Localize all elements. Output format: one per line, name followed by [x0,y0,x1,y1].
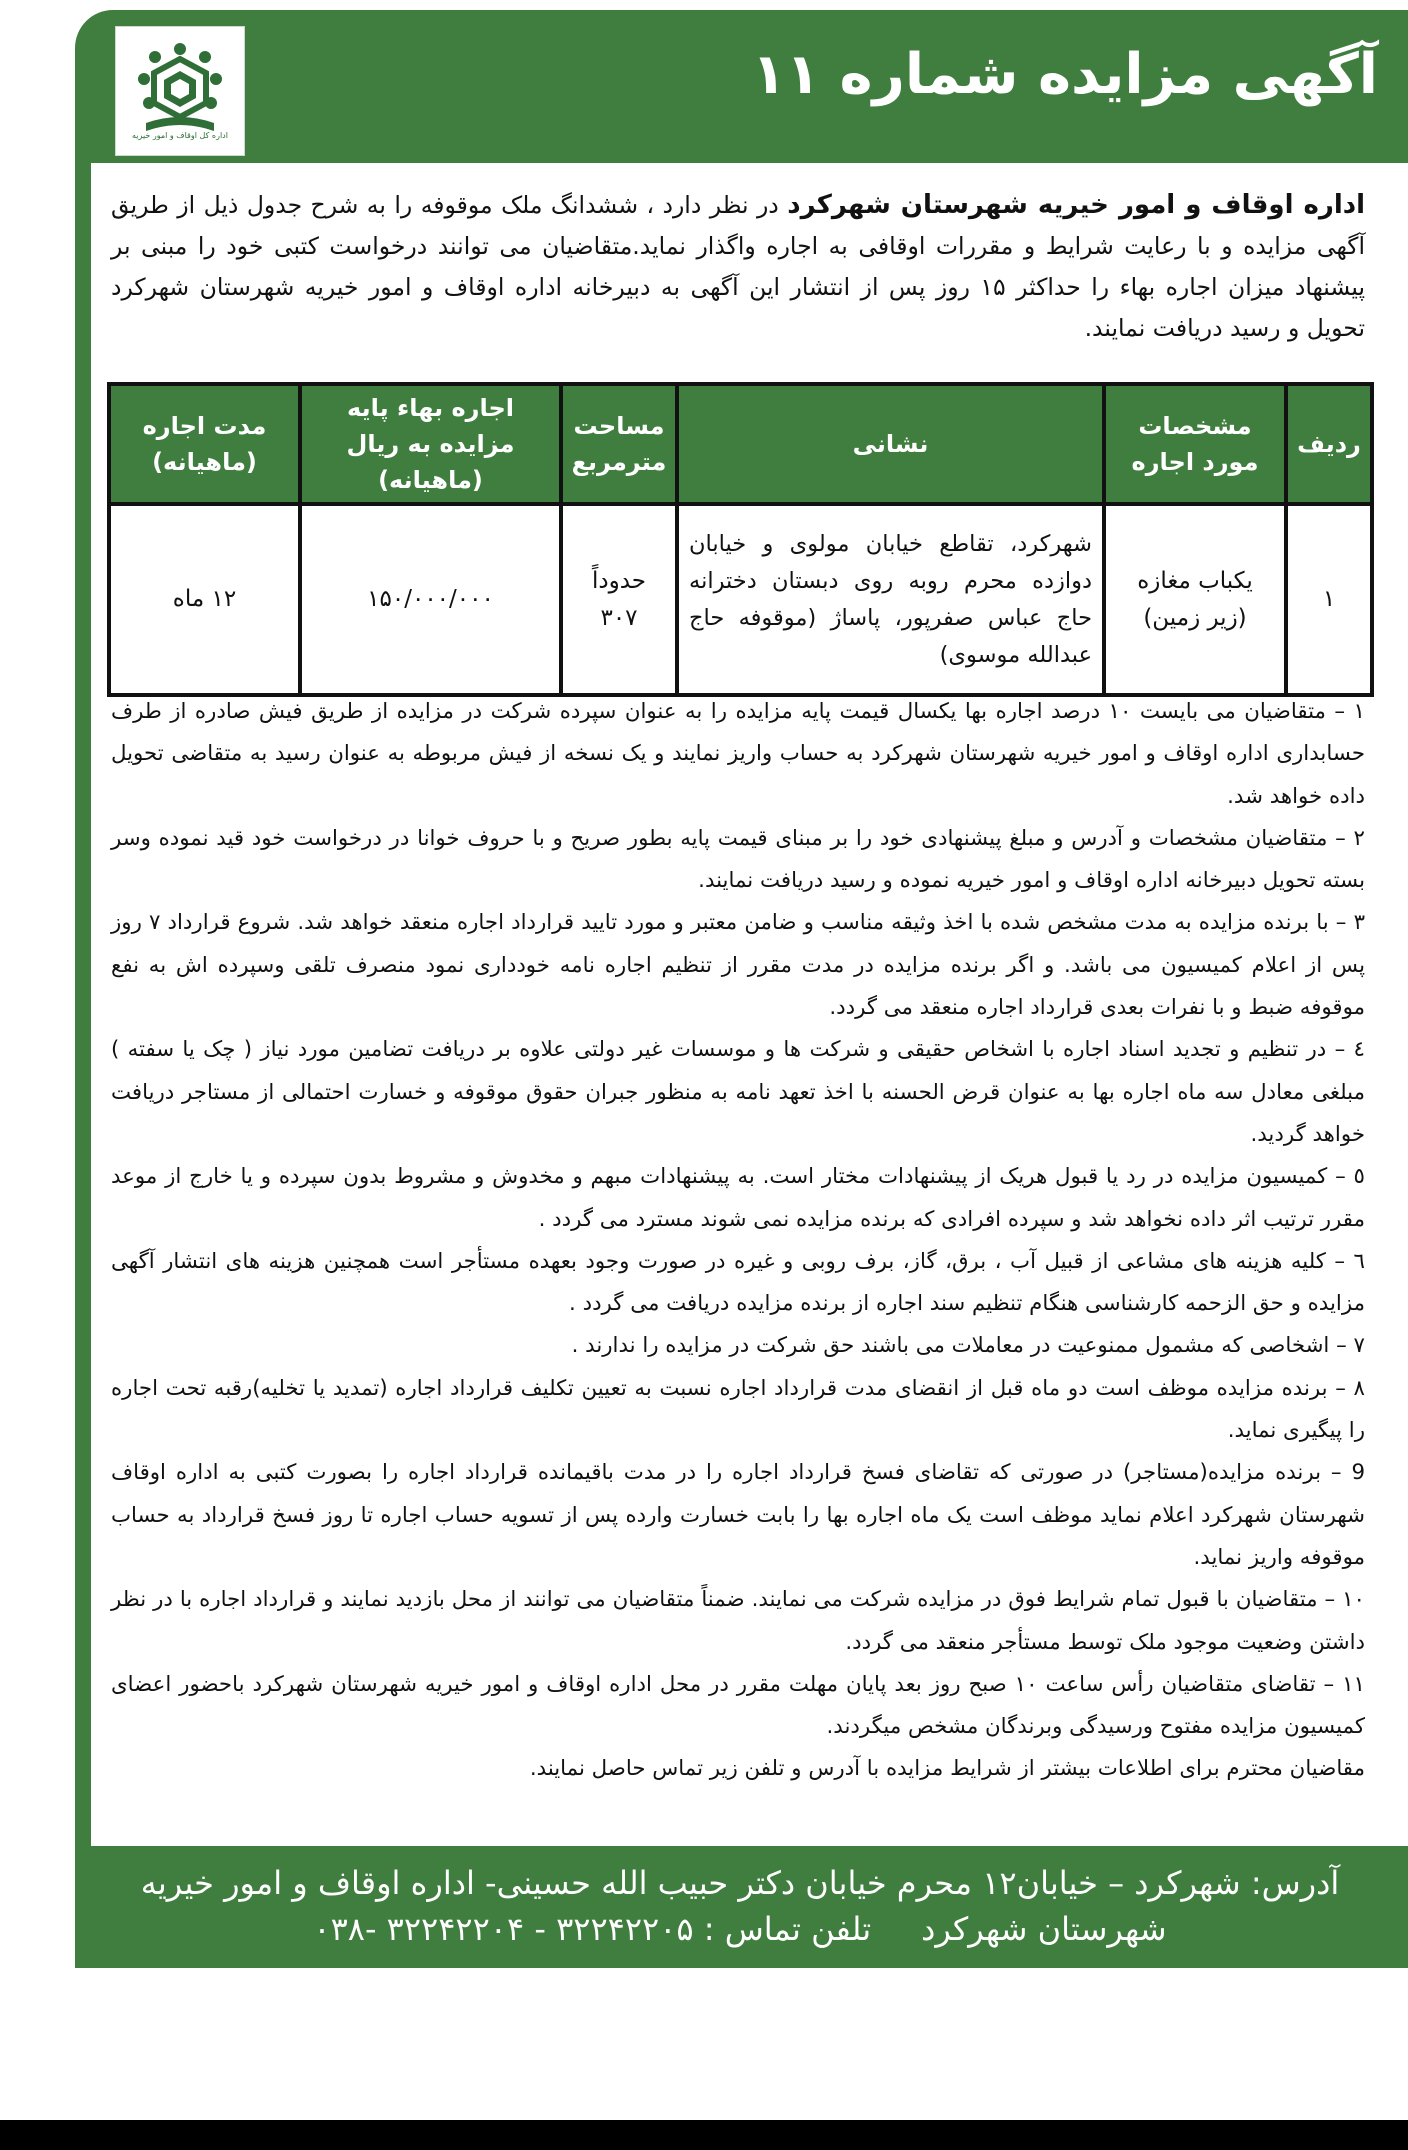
intro-text: در نظر دارد ، ششدانگ ملک موقوفه را به شرح جدول ذیل از طریق آگهی مزایده و با رعایت شرایط و مقررات اوقافی به اجاره واگذار نماید.متقاضیان می توانند درخواست کتبی خود را مبنی بر پیشنهاد میزان اجاره بهاء را حداکثر ۱۵ روز پس از انتشار این آگهی به دبیرخانه اداره اوقاف و امور خیریه شهرستان شهرکرد تحویل و رسید دریافت نمایند. [111,191,1365,342]
term-item: 9 – برنده مزایده(مستاجر) در صورتی که تقاضای فسخ قرارداد اجاره را در مدت باقیمانده قرارداد اجاره را بصورت کتبی به اداره اوقاف شهرستان شهرکرد اعلام نماید موظف است یک ماه اجاره بها را بابت خسارت وارده پس از تسویه حساب اجاره تا روز فسخ قرارداد به حساب موقوفه واریز نماید. [111,1460,1365,1570]
term-item: ۷ – اشخاصی که مشمول ممنوعیت در معاملات می باشند حق شرکت در مزایده را ندارند . [571,1333,1365,1359]
table-row [109,504,1372,695]
term-item: ٦ – کلیه هزینه های مشاعی از قبیل آب ، برق، گاز، برف روبی و غیره در صورت وجود بعهده مستأجر است همچنین هزینه های انتشار آگهی مزایده و حق الزحمه کارشناسی هنگام تنظیم سند اجاره از برنده مزایده دریافت می گردد . [111,1248,1365,1317]
header-area: مساحت مترمربع [561,384,677,504]
contact-footer [115,1860,1365,1952]
term-item: ۲ – متقاضیان مشخصات و آدرس و مبلغ پیشنهادی خود را بر مبنای قیمت پایه بطور صریح و با حروف خوانا در درخواست خود قید نموده وسر بسته تحویل دبیرخانه اداره اوقاف و امور خیریه نموده و رسید دریافت نمایند. [111,825,1365,894]
header-row-no: ردیف [1286,384,1372,504]
auction-notice [75,10,1408,1968]
term-item: ۱۰ – متقاضیان با قبول تمام شرایط فوق در مزایده شرکت می نمایند. ضمناً متقاضیان می توانند از محل بازدید نمایند و قرارداد اجاره با در نظر داشتن وضعیت موجود ملک توسط مستأجر منعقد می گردد. [111,1587,1365,1655]
bottom-black-bar [0,2120,1408,2150]
notice-title: آگهی مزایده شماره ۱۱ [751,42,1378,107]
header-address: نشانی [677,384,1104,504]
header-base-rent: اجاره بهاء پایه مزایده به ریال (ماهیانه) [300,384,561,504]
term-item: ۱ – متقاضیان می بایست ۱۰ درصد اجاره بها یکسال قیمت پایه مزایده را به عنوان سپرده شرکت در مزایده از طریق فیش صادره از طرف حسابداری اداره اوقاف و امور خیریه شهرستان شهرکرد به حساب واریز نمایند و یک نسخه از فیش مربوطه به عنوان رسید به متقاضی تحویل داده خواهد شد. [111,699,1365,809]
cell-duration: ۱۲ ماه [109,504,300,695]
endowment-logo-icon [115,26,245,156]
cell-area: حدوداً ۳۰۷ [561,504,677,695]
footer-address: آدرس: شهرکرد – خیابان۱۲ محرم خیابان دکتر حبیب الله حسینی- اداره اوقاف و امور خیریه [140,1864,1340,1902]
intro-lead: اداره اوقاف و امور خیریه شهرستان شهرکرد [787,190,1366,220]
terms-list [111,691,1365,1791]
footer-phone: تلفن تماس : ۳۲۲۴۲۲۰۵ - ۳۲۲۴۲۲۰۴ -۰۳۸ [313,1910,872,1948]
term-item: ۸ – برنده مزایده موظف است دو ماه قبل از انقضای مدت قرارداد اجاره نسبت به تعیین تکلیف قرارداد اجاره (تمدید یا تخلیه)رقبه تحت اجاره را پیگیری نماید. [111,1375,1365,1444]
term-item: ٤ – در تنظیم و تجدید اسناد اجاره با اشخاص حقیقی و شرکت ها و موسسات غیر دولتی علاوه بر دریافت تضامین مورد نیاز ( چک یا سفته ) مبلغی معادل سه ماه اجاره بها به عنوان قرض الحسنه با اخذ تعهد نامه به منظور جبران حقوق موقوفه و خسارت احتمالی از مستاجر دریافت خواهد گردید. [111,1037,1365,1147]
table-header-row [109,384,1372,504]
term-item: ٥ – کمیسیون مزایده در رد یا قبول هریک از پیشنهادات مختار است. به پیشنهادات مبهم و مخدوش و مشروط بدون سپرده و یا خارج از موعد مقرر ترتیب اثر داده نخواهد شد و سپرده افرادی که برنده مزایده نمی شوند مسترد می گردد . [111,1164,1365,1232]
cell-spec: یکباب مغازه (زیر زمین) [1104,504,1286,695]
term-item: ۱۱ – تقاضای متقاضیان رأس ساعت ۱۰ صبح روز بعد پایان مهلت مقرر در محل اداره اوقاف و امور خیریه شهرستان شهرکرد باحضور اعضای کمیسیون مزایده مفتوح ورسیدگی وبرندگان مشخص میگردند. [111,1671,1365,1740]
intro-paragraph [111,185,1365,349]
header-spec: مشخصات مورد اجاره [1104,384,1286,504]
cell-row-no: ۱ [1286,504,1372,695]
logo-caption: اداره کل اوقاف و امور خیریه [132,131,228,140]
cell-base-rent: ۱۵۰/۰۰۰/۰۰۰ [300,504,561,695]
header-duration: مدت اجاره (ماهیانه) [109,384,300,504]
notice-body [91,163,1408,1846]
property-table [107,382,1374,697]
footer-line-2 [115,1906,1365,1952]
footer-city: شهرستان شهرکرد [921,1910,1167,1948]
term-item: ۳ – با برنده مزایده به مدت مشخص شده با اخذ وثیقه مناسب و ضامن معتبر و مورد تایید قرارداد اجاره منعقد خواهد شد. شروع قرارداد ۷ روز پس از اعلام کمیسیون می باشد. و اگر برنده مزایده در مدت مقرر از تنظیم اجاره نامه خودداری نمود منصرف تلقی وسپرده اش به نفع موقوفه ضبط و با نفرات بعدی قرارداد اجاره منعقد می گردد. [111,910,1366,1021]
closing-note: مقاضیان محترم برای اطلاعات بیشتر از شرایط مزایده با آدرس و تلفن زیر تماس حاصل نمایند. [529,1756,1365,1782]
cell-address: شهرکرد، تقاطع خیابان مولوی و خیابان دوازده محرم روبه روی دبستان دخترانه حاج عباس صفرپور، پاساژ (موقوفه حاج عبدالله موسوی) [677,504,1104,695]
